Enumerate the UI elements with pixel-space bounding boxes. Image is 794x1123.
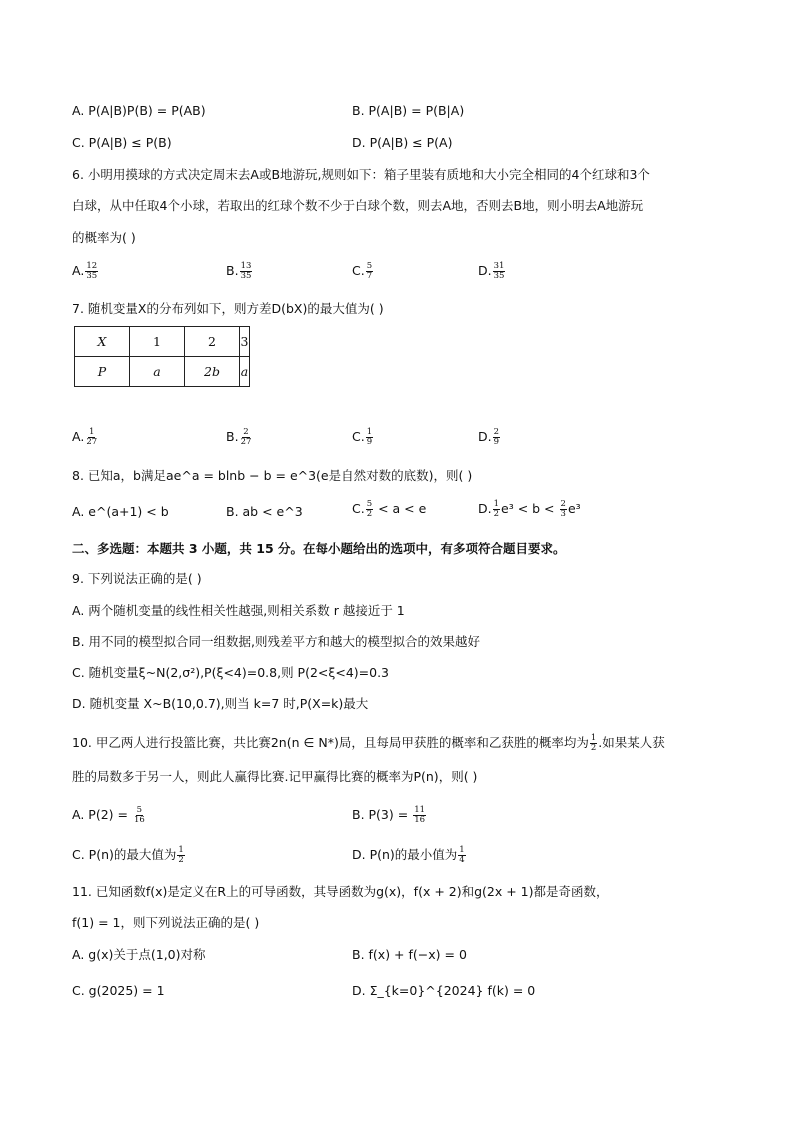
table-cell: 3 — [240, 327, 250, 357]
q9-stem: 9. 下列说法正确的是( ) — [72, 571, 202, 586]
q10-option-c: C. P(n)的最大值为 $\frac{1}{2}$ — [72, 845, 184, 865]
q6-option-b: B. $\frac{13}{35}$ — [226, 261, 252, 281]
table-row — [75, 357, 250, 387]
q11-option-b: B. f(x) + f(−x) = 0 — [352, 947, 467, 962]
table-cell: a — [240, 357, 250, 387]
table-cell: 1 — [130, 327, 185, 357]
q7-stem: 7. 随机变量X的分布列如下，则方差D(bX)的最大值为( ) — [72, 301, 384, 316]
q7-distribution-table — [74, 326, 250, 387]
q7-option-a: A. $\frac{1}{27}$ — [72, 427, 98, 447]
q9-option-a: A. 两个随机变量的线性相关性越强,则相关系数 r 越接近于 1 — [72, 603, 405, 618]
q10-stem-line2: 胜的局数多于另一人，则此人赢得比赛.记甲赢得比赛的概率为P(n)，则( ) — [72, 769, 478, 784]
q9-option-c: C. 随机变量ξ~N(2,σ²),P(ξ<4)=0.8,则 P(2<ξ<4)=0.3 — [72, 665, 390, 680]
table-cell: X — [75, 327, 130, 357]
q5-option-d: D. P(A|B) ≤ P(A) — [352, 135, 453, 150]
table-cell: P — [75, 357, 130, 387]
q9-option-b: B. 用不同的模型拟合同一组数据,则残差平方和越大的模型拟合的效果越好 — [72, 634, 480, 649]
q7-option-b: B. $\frac{2}{27}$ — [226, 427, 252, 447]
table-cell: 2 — [185, 327, 240, 357]
q8-option-b: B. ab < e^3 — [226, 504, 303, 519]
q6-option-a: A. $\frac{12}{35}$ — [72, 261, 98, 281]
q5-option-a: A. P(A|B)P(B) = P(AB) — [72, 103, 206, 118]
q7-option-c: C. $\frac{1}{9}$ — [352, 427, 373, 447]
q8-option-c: C. $\frac{5}{2}$ < a < e — [352, 499, 427, 519]
table-row — [75, 327, 250, 357]
q10-option-b: B. P(3) = $\frac{11}{16}$ — [352, 805, 426, 825]
q11-option-c: C. g(2025) = 1 — [72, 983, 165, 998]
q5-option-c: C. P(A|B) ≤ P(B) — [72, 135, 172, 150]
q10-option-a: A. P(2) = $\frac{5}{16}$ — [72, 805, 145, 825]
q6-stem-line2: 白球，从中任取4个小球，若取出的红球个数不少于白球个数，则去A地，否则去B地，则小明去A地游玩 — [72, 198, 644, 213]
q6-option-c: C. $\frac{5}{7}$ — [352, 261, 373, 281]
q8-option-d: D. $\frac{1}{2}$ e³ < b < $\frac{2}{3}$ e³ — [478, 499, 581, 519]
q11-stem-line1: 11. 已知函数f(x)是定义在R上的可导函数，其导函数为g(x)，f(x + 2)和g(2x + 1)都是奇函数， — [72, 884, 609, 899]
q10-option-d: D. P(n)的最小值为 $\frac{1}{4}$ — [352, 845, 465, 865]
q6-option-d: D. $\frac{31}{35}$ — [478, 261, 505, 281]
q11-stem-line2: f(1) = 1，则下列说法正确的是( ) — [72, 915, 260, 930]
q6-stem-line1: 6. 小明用摸球的方式决定周末去A或B地游玩,规则如下：箱子里装有质地和大小完全相同的4个红球和3个 — [72, 167, 650, 182]
q6-stem-line3: 的概率为( ) — [72, 230, 136, 245]
table-cell: 2b — [185, 357, 240, 387]
table-cell: a — [130, 357, 185, 387]
section-heading: 二、多选题：本题共 3 小题，共 15 分。在每小题给出的选项中，有多项符合题目要求。 — [72, 541, 566, 556]
q11-option-a: A. g(x)关于点(1,0)对称 — [72, 947, 206, 962]
q7-option-d: D. $\frac{2}{9}$ — [478, 427, 500, 447]
q8-option-a: A. e^(a+1) < b — [72, 504, 169, 519]
q8-stem: 8. 已知a，b满足ae^a = blnb − b = e^3(e是自然对数的底数)，则( ) — [72, 468, 473, 483]
q11-option-d: D. Σ_{k=0}^{2024} f(k) = 0 — [352, 983, 536, 998]
q9-option-d: D. 随机变量 X~B(10,0.7),则当 k=7 时,P(X=k)最大 — [72, 696, 369, 711]
q10-stem-line1: 10. 甲乙两人进行投篮比赛，共比赛2n(n ∈ N*)局，且每局甲获胜的概率和乙获胜的概率均为 $\frac{1}{2}$ .如果某人获 — [72, 733, 665, 753]
q5-option-b: B. P(A|B) = P(B|A) — [352, 103, 465, 118]
